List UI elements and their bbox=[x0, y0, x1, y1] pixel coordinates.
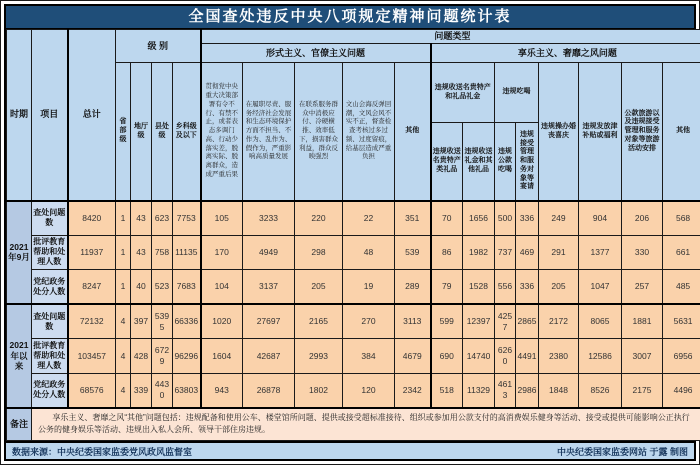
value-cell: 4 bbox=[116, 373, 131, 407]
value-cell: 1528 bbox=[463, 270, 495, 304]
value-cell: 206 bbox=[622, 201, 663, 235]
value-cell: 1656 bbox=[463, 201, 495, 235]
value-cell: 105 bbox=[201, 201, 243, 235]
value-cell: 11135 bbox=[173, 235, 201, 269]
value-cell: 63803 bbox=[173, 373, 201, 407]
value-cell: 384 bbox=[343, 339, 395, 373]
remark-text: 享乐主义、奢靡之风“其他”问题包括：违规配备和使用公车、楼堂馆所问题、提供或接受超标准接待、组织或参加用公款支付的高消费娱乐健身等活动、接受或提供可能影响公正执行公务的健身娱乐等活动、违规出入私人会所、领导干部住房违规。 bbox=[32, 408, 700, 441]
value-cell: 397 bbox=[131, 304, 152, 338]
value-cell: 4491 bbox=[516, 339, 539, 373]
row-label: 查处问题数 bbox=[32, 201, 68, 235]
value-cell: 3137 bbox=[243, 270, 295, 304]
value-cell: 11329 bbox=[463, 373, 495, 407]
value-cell: 298 bbox=[295, 235, 343, 269]
value-cell: 661 bbox=[663, 235, 700, 269]
value-cell: 104 bbox=[201, 270, 243, 304]
col-group-banquets: 违规吃喝 bbox=[495, 63, 539, 123]
value-cell: 14740 bbox=[463, 339, 495, 373]
value-cell: 3233 bbox=[243, 201, 295, 235]
data-source-label: 数据来源：中央纪委国家监委党风政风监督室 bbox=[12, 446, 193, 457]
value-cell: 1848 bbox=[539, 373, 579, 407]
value-cell: 539 bbox=[395, 235, 431, 269]
value-cell: 4 bbox=[116, 339, 131, 373]
value-cell: 2380 bbox=[539, 339, 579, 373]
col-header-public-funded-travel: 公款旅游以及违规接受管理和服务对象等旅游活动安排 bbox=[622, 63, 663, 201]
value-cell: 2165 bbox=[295, 304, 343, 338]
value-cell: 2175 bbox=[622, 373, 663, 407]
value-cell: 4496 bbox=[663, 373, 700, 407]
value-cell: 2986 bbox=[516, 373, 539, 407]
value-cell: 96296 bbox=[173, 339, 201, 373]
col-header-level-province: 省部级 bbox=[116, 63, 131, 201]
value-cell: 485 bbox=[663, 270, 700, 304]
value-cell: 6729 bbox=[152, 339, 173, 373]
value-cell: 336 bbox=[516, 270, 539, 304]
value-cell: 500 bbox=[495, 201, 516, 235]
value-cell: 66336 bbox=[173, 304, 201, 338]
table-row bbox=[7, 373, 700, 407]
table-row bbox=[7, 339, 700, 373]
col-header-weddings-funerals: 违规操办婚丧喜庆 bbox=[539, 63, 579, 201]
value-cell: 6956 bbox=[663, 339, 700, 373]
value-cell: 758 bbox=[152, 235, 173, 269]
col-header-formalism-1: 贯彻党中央重大决策部署有令不行、有禁不止，或者表态多调门高、行动少落实差，脱离实际、脱离群众，造成严重后果 bbox=[201, 63, 243, 201]
value-cell: 27697 bbox=[243, 304, 295, 338]
value-cell: 351 bbox=[395, 201, 431, 235]
value-cell: 7683 bbox=[173, 270, 201, 304]
col-header-period: 时期 bbox=[7, 30, 32, 201]
value-cell: 4949 bbox=[243, 235, 295, 269]
col-group-gifts: 违规收送名贵特产和礼品礼金 bbox=[431, 63, 495, 123]
value-cell: 1 bbox=[116, 270, 131, 304]
value-cell: 3007 bbox=[622, 339, 663, 373]
value-cell: 205 bbox=[295, 270, 343, 304]
value-cell: 1604 bbox=[201, 339, 243, 373]
col-header-level-county: 县处级 bbox=[152, 63, 173, 201]
col-header-item: 项目 bbox=[32, 30, 68, 201]
value-cell: 4 bbox=[116, 304, 131, 338]
value-cell: 22 bbox=[343, 201, 395, 235]
value-cell: 2342 bbox=[395, 373, 431, 407]
table-row bbox=[7, 304, 700, 338]
footer-bar bbox=[6, 441, 694, 459]
value-cell: 48 bbox=[343, 235, 395, 269]
table-row bbox=[7, 235, 700, 269]
value-cell: 8065 bbox=[579, 304, 622, 338]
value-cell: 120 bbox=[343, 373, 395, 407]
col-header-level-township: 乡科级及以下 bbox=[173, 63, 201, 201]
value-cell: 70 bbox=[431, 201, 463, 235]
value-cell: 1047 bbox=[579, 270, 622, 304]
value-cell: 8247 bbox=[68, 270, 116, 304]
value-cell: 1802 bbox=[295, 373, 343, 407]
value-cell: 43 bbox=[131, 235, 152, 269]
value-cell: 5631 bbox=[663, 304, 700, 338]
value-cell: 5395 bbox=[152, 304, 173, 338]
value-cell: 291 bbox=[539, 235, 579, 269]
value-cell: 1 bbox=[116, 235, 131, 269]
value-cell: 11937 bbox=[68, 235, 116, 269]
col-header-level-group: 级 别 bbox=[116, 30, 201, 63]
remark-row bbox=[7, 408, 700, 441]
value-cell: 270 bbox=[343, 304, 395, 338]
value-cell: 103457 bbox=[68, 339, 116, 373]
value-cell: 26878 bbox=[243, 373, 295, 407]
table-row bbox=[7, 270, 700, 304]
value-cell: 12586 bbox=[579, 339, 622, 373]
value-cell: 428 bbox=[131, 339, 152, 373]
col-header-public-funded-dining: 违规公款吃喝 bbox=[495, 123, 516, 201]
value-cell: 523 bbox=[152, 270, 173, 304]
value-cell: 79 bbox=[431, 270, 463, 304]
credit-label: 中央纪委国家监委网站 于露 制图 bbox=[556, 446, 688, 457]
period-cell: 2021年9月 bbox=[7, 201, 32, 304]
col-header-total: 总计 bbox=[68, 30, 116, 201]
value-cell: 2172 bbox=[539, 304, 579, 338]
col-header-cash-gifts: 违规收送礼金和其他礼品 bbox=[463, 123, 495, 201]
col-header-problem-type: 问题类型 bbox=[201, 30, 700, 44]
value-cell: 42687 bbox=[243, 339, 295, 373]
value-cell: 568 bbox=[663, 201, 700, 235]
col-header-formalism-3: 在联系服务群众中消极应付、冷硬横推、效率低下，损害群众利益，群众反映强烈 bbox=[295, 63, 343, 201]
value-cell: 86 bbox=[431, 235, 463, 269]
table-title: 全国查处违反中央八项规定精神问题统计表 bbox=[6, 6, 694, 29]
remark-label: 备注 bbox=[7, 408, 32, 441]
value-cell: 339 bbox=[131, 373, 152, 407]
value-cell: 4257 bbox=[495, 304, 516, 338]
value-cell: 690 bbox=[431, 339, 463, 373]
value-cell: 518 bbox=[431, 373, 463, 407]
statistics-table bbox=[6, 29, 700, 441]
value-cell: 4613 bbox=[495, 373, 516, 407]
value-cell: 1881 bbox=[622, 304, 663, 338]
row-label: 党纪政务处分人数 bbox=[32, 270, 68, 304]
value-cell: 943 bbox=[201, 373, 243, 407]
value-cell: 556 bbox=[495, 270, 516, 304]
value-cell: 3113 bbox=[395, 304, 431, 338]
table-frame bbox=[4, 4, 696, 461]
value-cell: 330 bbox=[622, 235, 663, 269]
value-cell: 737 bbox=[495, 235, 516, 269]
value-cell: 2865 bbox=[516, 304, 539, 338]
value-cell: 336 bbox=[516, 201, 539, 235]
value-cell: 4430 bbox=[152, 373, 173, 407]
col-group-formalism: 形式主义、官僚主义问题 bbox=[201, 44, 431, 63]
period-cell: 2021年以来 bbox=[7, 304, 32, 407]
value-cell: 7753 bbox=[173, 201, 201, 235]
value-cell: 170 bbox=[201, 235, 243, 269]
row-label: 党纪政务处分人数 bbox=[32, 373, 68, 407]
row-label: 批评教育帮助和处理人数 bbox=[32, 339, 68, 373]
table-row bbox=[7, 201, 700, 235]
row-label: 查处问题数 bbox=[32, 304, 68, 338]
col-header-formalism-2: 在履职尽责、服务经济社会发展和生态环境保护方面不担当、不作为、乱作为、假作为，严重影响高质量发展 bbox=[243, 63, 295, 201]
col-header-accepting-banquets: 违规接受管理和服务对象等宴请 bbox=[516, 123, 539, 201]
value-cell: 205 bbox=[539, 270, 579, 304]
col-header-level-prefecture: 地厅级 bbox=[131, 63, 152, 201]
value-cell: 623 bbox=[152, 201, 173, 235]
value-cell: 40 bbox=[131, 270, 152, 304]
value-cell: 1982 bbox=[463, 235, 495, 269]
value-cell: 72132 bbox=[68, 304, 116, 338]
value-cell: 68576 bbox=[68, 373, 116, 407]
value-cell: 469 bbox=[516, 235, 539, 269]
value-cell: 289 bbox=[395, 270, 431, 304]
value-cell: 8420 bbox=[68, 201, 116, 235]
col-header-allowances: 违规发放津补贴或福利 bbox=[579, 63, 622, 201]
col-header-hedonism-other: 其他 bbox=[663, 63, 700, 201]
value-cell: 249 bbox=[539, 201, 579, 235]
value-cell: 904 bbox=[579, 201, 622, 235]
value-cell: 599 bbox=[431, 304, 463, 338]
value-cell: 1020 bbox=[201, 304, 243, 338]
value-cell: 43 bbox=[131, 201, 152, 235]
value-cell: 1377 bbox=[579, 235, 622, 269]
value-cell: 1 bbox=[116, 201, 131, 235]
row-label: 批评教育帮助和处理人数 bbox=[32, 235, 68, 269]
value-cell: 12397 bbox=[463, 304, 495, 338]
col-group-hedonism: 享乐主义、奢靡之风问题 bbox=[431, 44, 700, 63]
value-cell: 8526 bbox=[579, 373, 622, 407]
value-cell: 220 bbox=[295, 201, 343, 235]
value-cell: 2993 bbox=[295, 339, 343, 373]
col-header-formalism-other: 其他 bbox=[395, 63, 431, 201]
value-cell: 4679 bbox=[395, 339, 431, 373]
value-cell: 19 bbox=[343, 270, 395, 304]
value-cell: 6260 bbox=[495, 339, 516, 373]
col-header-specialty-gifts: 违规收送名贵特产类礼品 bbox=[431, 123, 463, 201]
value-cell: 257 bbox=[622, 270, 663, 304]
col-header-formalism-4: 文山会海反弹回潮，文风会风不实不正，督查检查考核过多过频、过度留痕，给基层造成严重负担 bbox=[343, 63, 395, 201]
